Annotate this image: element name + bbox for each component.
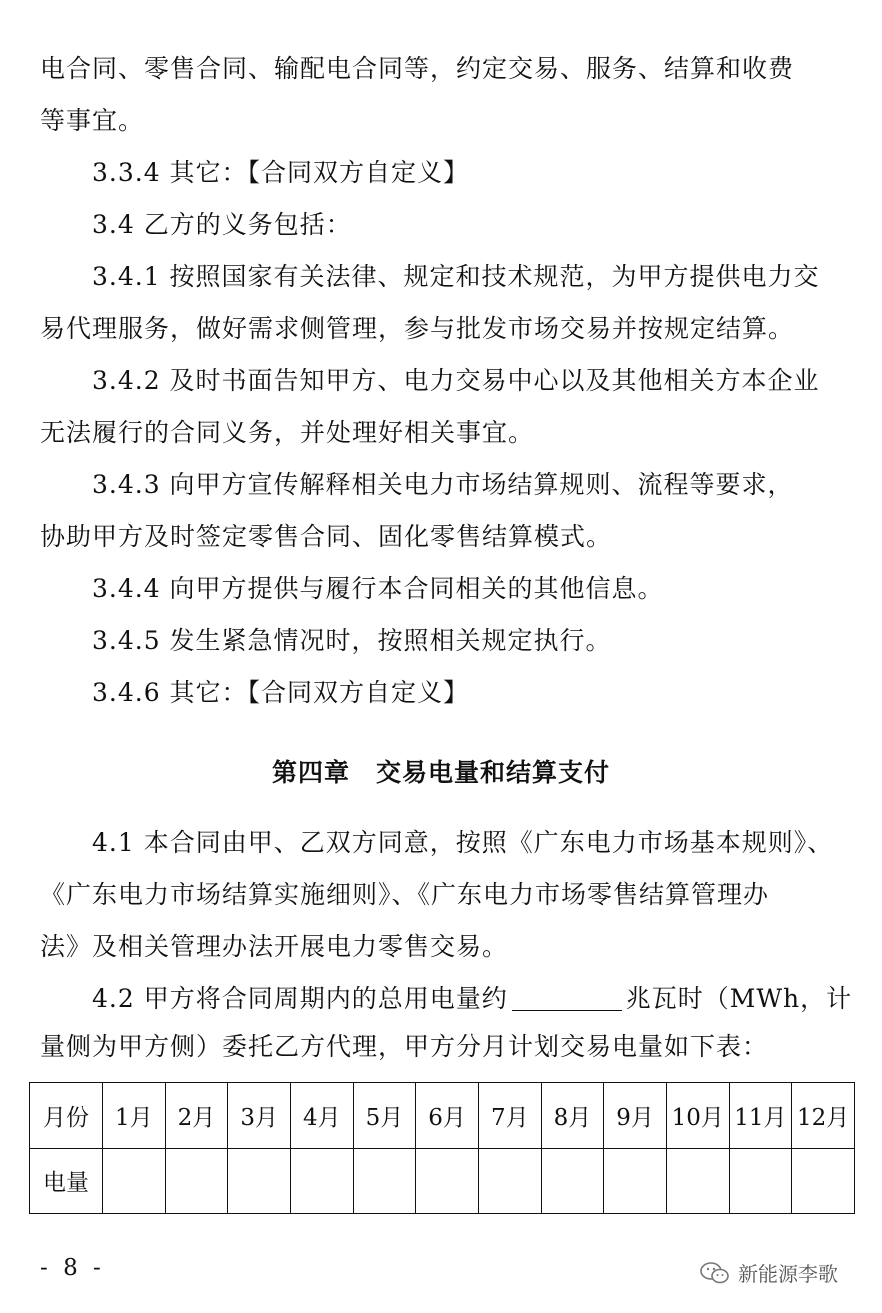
paragraph-line: 3.4 乙方的义务包括： [92, 210, 352, 239]
paragraph-line [92, 982, 882, 1016]
paragraph-line: 3.4.1 按照国家有关法律、规定和技术规范，为甲方提供电力交 [92, 262, 820, 291]
month-header: 8月 [541, 1083, 604, 1149]
month-header: 1月 [103, 1083, 166, 1149]
volume-cell[interactable] [792, 1148, 855, 1214]
volume-cell[interactable] [103, 1148, 166, 1214]
volume-cell[interactable] [666, 1148, 729, 1214]
row-label: 电量 [30, 1148, 103, 1214]
paragraph-line: 3.4.5 发生紧急情况时，按照相关规定执行。 [92, 626, 612, 655]
paragraph-line: 《广东电力市场结算实施细则》、《广东电力市场零售结算管理办 [40, 880, 770, 909]
month-header: 9月 [604, 1083, 667, 1149]
paragraph-line: 量侧为甲方侧）委托乙方代理，甲方分月计划交易电量如下表： [40, 1032, 769, 1061]
wechat-icon [700, 1262, 730, 1284]
paragraph-line: 3.4.3 向甲方宣传解释相关电力市场结算规则、流程等要求， [92, 470, 794, 499]
fill-in-blank[interactable] [512, 984, 622, 1011]
volume-cell[interactable] [228, 1148, 291, 1214]
paragraph-line: 易代理服务，做好需求侧管理，参与批发市场交易并按规定结算。 [40, 314, 795, 343]
month-header: 5月 [353, 1083, 416, 1149]
month-header: 10月 [666, 1083, 729, 1149]
paragraph-line: 电合同、零售合同、输配电合同等，约定交易、服务、结算和收费 [40, 54, 795, 83]
month-header: 12月 [792, 1083, 855, 1149]
volume-cell[interactable] [353, 1148, 416, 1214]
volume-cell[interactable] [541, 1148, 604, 1214]
paragraph-line: 协助甲方及时签定零售合同、固化零售结算模式。 [40, 522, 613, 551]
paragraph-line: 等事宜。 [40, 106, 145, 135]
paragraph-text: 兆瓦时（MWh，计 [625, 984, 853, 1013]
month-header: 11月 [729, 1083, 792, 1149]
volume-cell[interactable] [416, 1148, 479, 1214]
paragraph-line: 3.3.4 其它：【合同双方自定义】 [92, 158, 470, 187]
watermark [700, 1258, 838, 1287]
month-header: 4月 [290, 1083, 353, 1149]
volume-cell[interactable] [290, 1148, 353, 1214]
paragraph-line: 3.4.4 向甲方提供与履行本合同相关的其他信息。 [92, 574, 664, 603]
chapter-heading: 第四章 交易电量和结算支付 [271, 758, 610, 787]
paragraph-line: 3.4.6 其它：【合同双方自定义】 [92, 678, 470, 707]
paragraph-line: 无法履行的合同义务，并处理好相关事宜。 [40, 418, 535, 447]
monthly-volume-table [29, 1082, 855, 1214]
table-row [30, 1083, 855, 1149]
month-header: 6月 [416, 1083, 479, 1149]
paragraph-line: 4.1 本合同由甲、乙双方同意，按照《广东电力市场基本规则》、 [92, 828, 834, 857]
month-header: 3月 [228, 1083, 291, 1149]
month-header: 2月 [165, 1083, 228, 1149]
volume-cell[interactable] [478, 1148, 541, 1214]
volume-cell[interactable] [604, 1148, 667, 1214]
paragraph-line: 法》及相关管理办法开展电力零售交易。 [40, 932, 509, 961]
row-label: 月份 [30, 1083, 103, 1149]
table-row [30, 1148, 855, 1214]
paragraph-text: 4.2 甲方将合同周期内的总用电量约 [92, 984, 508, 1013]
watermark-text: 新能源李歌 [738, 1262, 838, 1286]
paragraph-line: 3.4.2 及时书面告知甲方、电力交易中心以及其他相关方本企业 [92, 366, 820, 395]
volume-cell[interactable] [729, 1148, 792, 1214]
month-header: 7月 [478, 1083, 541, 1149]
volume-cell[interactable] [165, 1148, 228, 1214]
page-number: - 8 - [40, 1255, 105, 1281]
